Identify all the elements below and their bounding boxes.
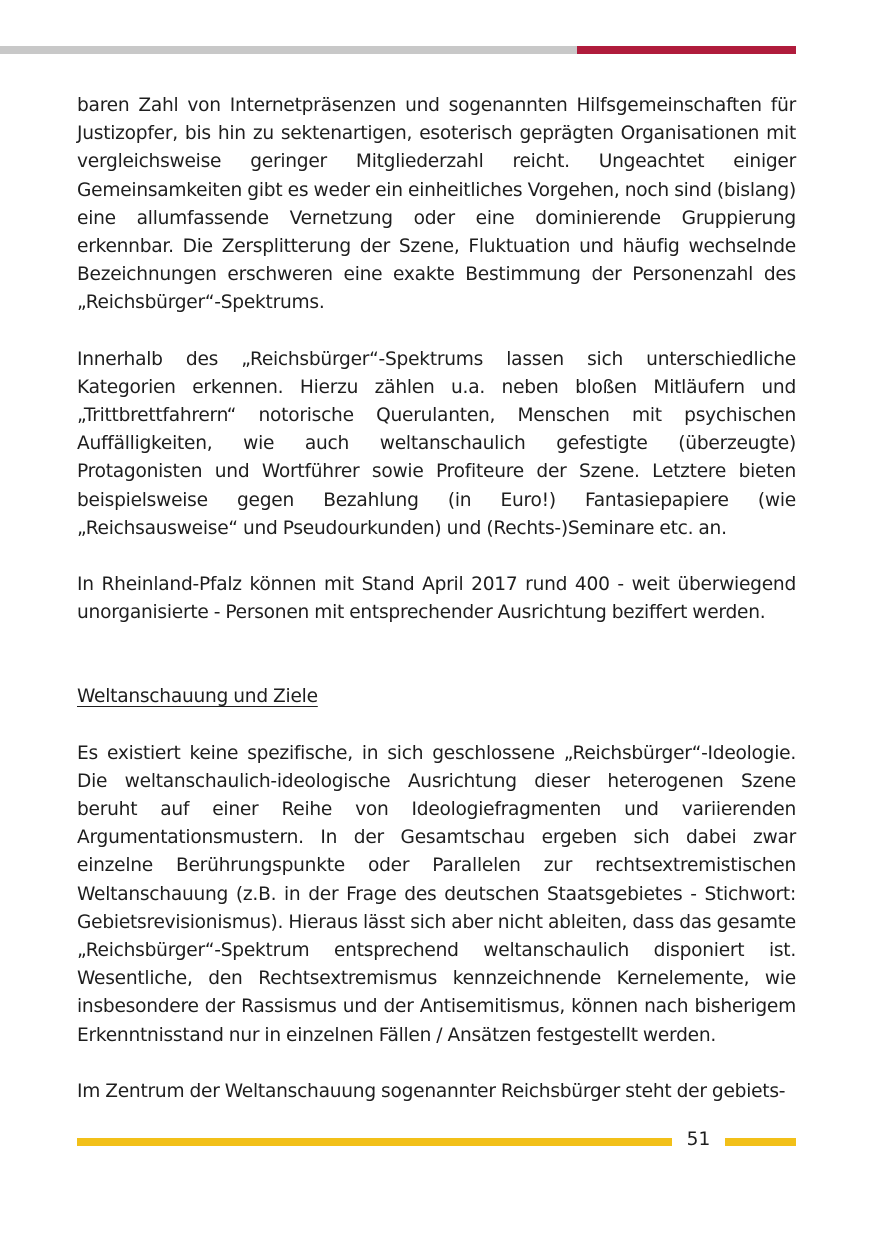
body-paragraph-1: baren Zahl von Internetpräsenzen und sogenannten Hilfsgemeinschaften für Justizopfer, bis hin zu sektenartigen, esoterisch geprägten Organisationen mit vergleichsweise geringer Mitgliederzahl reicht. Ungeachtet einiger Gemeinsamkeiten gibt es weder ein einheitliches Vorgehen, noch sind (bislang) eine allumfassende Vernetzung oder eine dominierende Gruppierung erkennbar. Die Zersplitterung der Szene, Fluktuation und häufig wechselnde Bezeichnungen erschweren eine exakte Bestimmung der Personenzahl des „Reichsbürger“-Spektrums. [77, 95, 796, 314]
footer-rule-right [725, 1138, 796, 1146]
page-body [77, 92, 796, 1106]
section-heading: Weltanschauung und Ziele [77, 686, 318, 708]
body-paragraph-4: Es existiert keine spezifische, in sich geschlossene „Reichsbürger“-Ideologie. Die weltanschaulich-ideologische Ausrichtung dieser heterogenen Szene beruht auf einer Reihe von Ideologiefragmenten und variierenden Argumentationsmustern. In der Gesamtschau ergeben sich dabei zwar einzelne Berührungspunkte oder Parallelen zur rechtsextremistischen Weltanschauung (z.B. in der Frage des deutschen Staatsgebietes - Stichwort: Gebietsrevisionismus). Hieraus lässt sich aber nicht ableiten, dass das gesamte „Reichsbürger“-Spektrum entsprechend weltanschaulich disponiert ist. Wesentliche, den Rechtsextremismus kennzeichnende Kernelemente, wie insbesondere der Rassismus und der Antisemitismus, können nach bisherigem Erkenntnisstand nur in einzelnen Fällen / Ansätzen festgestellt werden. [77, 742, 796, 1046]
footer-rule-left [77, 1138, 672, 1146]
page-number: 51 [686, 1129, 711, 1150]
header-rule-gray [0, 46, 577, 54]
body-paragraph-3: In Rheinland-Pfalz können mit Stand April 2017 rund 400 - weit überwiegend unorganisierte - Personen mit entsprechender Ausrichtung beziffert werden. [77, 574, 796, 624]
body-paragraph-5: Im Zentrum der Weltanschauung sogenannter Reichsbürger steht der gebiets- [77, 1080, 786, 1102]
body-paragraph-2: Innerhalb des „Reichsbürger“-Spektrums lassen sich unterschiedliche Kategorien erkennen. Hierzu zählen u.a. neben bloßen Mitläufern und „Trittbrettfahrern“ notorische Querulanten, Menschen mit psychischen Auffälligkeiten, wie auch weltanschaulich gefestigte (überzeugte) Protagonisten und Wortführer sowie Profiteure der Szene. Letztere bieten beispielsweise gegen Bezahlung (in Euro!) Fantasiepapiere (wie „Reichsausweise“ und Pseudourkunden) und (Rechts-)Seminare etc. an. [77, 348, 796, 539]
header-rule-accent [577, 46, 796, 54]
